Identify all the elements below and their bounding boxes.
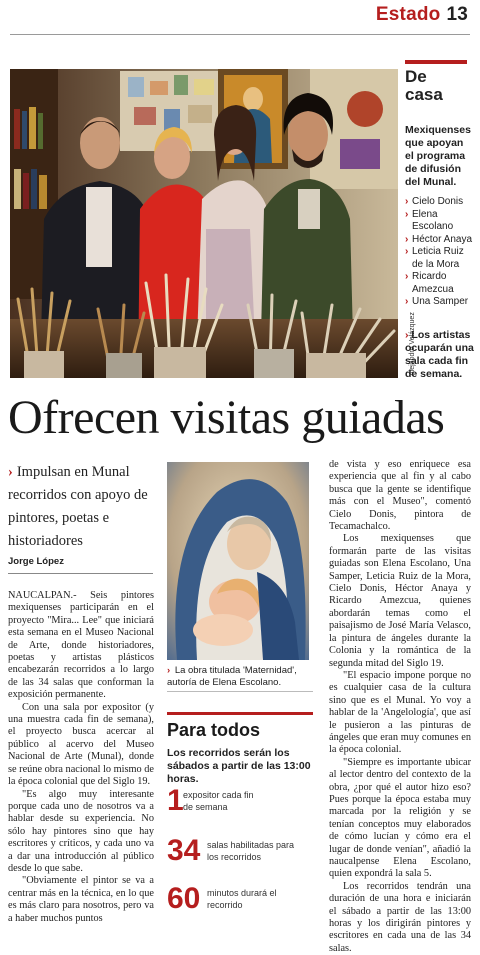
article-column-3	[329, 459, 471, 955]
stat-text: minutos durará el recorrido	[207, 888, 277, 910]
chevron-right-icon: ›	[8, 464, 13, 480]
sidebar-name: Elena Escolano	[412, 208, 454, 232]
section-header	[376, 4, 468, 26]
chevron-right-icon: ›	[405, 296, 409, 307]
photo-credit-text: Alejandro Velázquez	[409, 312, 416, 376]
chevron-right-icon: ›	[405, 196, 409, 207]
sidebar-note-text: Los artistas ocuparán una sala cada fin de semana.	[405, 329, 474, 380]
painting-caption	[167, 665, 313, 689]
caption-rule	[167, 691, 313, 692]
byline-rule	[8, 573, 153, 574]
stat-text: expositor cada fin de semana	[183, 790, 254, 812]
box-title: Para todos	[167, 720, 261, 740]
paragraph: NAUCALPAN.- Seis pintores mexiquenses participarán en el proyecto "Mira... Lee" que iniciará esta semana en el Museo Nacional de Arte, donde historiadores, poetas y artistas plásticos encabezarán recorridos a lo largo de las 34 salas que conforman la exposición permanente.	[8, 590, 154, 701]
box-accent-bar	[167, 712, 313, 715]
paragraph: de vista y eso enriquece esa experiencia que al fin y al cabo busca que la gente se identifique más con el Museo", comentó Cielo Donis, pintora de Tecamachalco.	[329, 459, 471, 533]
paragraph: "Siempre es importante ubicar al lector dentro del contexto de la obra, ¿por qué el autor hizo eso? Pues porque la época estaba muy marcada por la religión y se tenían conceptos muy elaborados de cómo lucían y cómo era el lugar de donde venían", añadió la naucalpense Elena Escolano, quien expondrá la sala 5.	[329, 756, 471, 880]
paragraph: Los mexiquenses que formarán parte de las visitas guiadas son Elena Escolano, Una Samper, Leticia Ruiz de la Mora, Cielo Donis, Héctor Anaya y Ricardo Amezcua, quienes abordarán temas como el paisajismo de José María Velasco, la pintura de ángeles durante la Colonia y la romántica de la segunda mitad del Siglo 19.	[329, 533, 471, 669]
stat-item	[167, 836, 317, 866]
subhead	[8, 461, 158, 553]
chevron-right-icon: ›	[405, 208, 409, 220]
list-item	[405, 196, 477, 209]
caption-text: La obra titulada 'Maternidad', autoría de Elena Escolano.	[167, 665, 297, 688]
headline: Ofrecen visitas guiadas	[8, 391, 445, 444]
group-photo	[10, 69, 398, 378]
paragraph: "El espacio impone porque no es cualquier casa de la cultura sino que es el Munal. Yo voy a hablar de la 'Angelología', que así le pusieron a las pinturas de ángeles que eran muy comunes en la época colonial.	[329, 669, 471, 756]
stat-item	[167, 786, 317, 816]
stat-text: salas habilitadas para los recorridos	[207, 840, 295, 862]
sidebar-name: Ricardo Amezcua	[412, 271, 454, 295]
sidebar-name: Leticia Ruiz de la Mora	[412, 246, 464, 270]
chevron-right-icon: ›	[405, 233, 409, 245]
list-item	[405, 246, 477, 271]
list-item	[405, 209, 477, 234]
paragraph: "Es algo muy interesante porque cada uno de nosotros va a hablar desde su experiencia. No sólo hay pintores sino que hay escritores y críticos, y cada uno va a dar una introducción al público desde lo que sabe.	[8, 788, 154, 874]
stat-number: 60	[167, 882, 201, 915]
chevron-right-icon: ›	[405, 329, 409, 341]
sidebar-description: Mexiquenses que apoyan el programa de difusión del Munal.	[405, 124, 471, 188]
painting-maternidad	[167, 462, 309, 660]
sidebar-name: Héctor Anaya	[412, 233, 473, 245]
chevron-right-icon: ›	[405, 246, 409, 257]
stat-item	[167, 884, 317, 914]
sidebar-accent-bar	[405, 60, 467, 64]
paragraph: "Obviamente el pintor se va a centrar más en la técnica, en lo que es más claro para nosotros, pero va a haber muchos puntos	[8, 875, 154, 924]
sidebar-name-list	[405, 196, 477, 309]
byline: Jorge López	[8, 556, 64, 567]
page-number: 13	[446, 4, 468, 25]
list-item	[405, 271, 477, 296]
box-description: Los recorridos serán los sábados a partir de las 13:00 horas.	[167, 747, 311, 785]
paragraph: Los recorridos tendrán una duración de una hora e iniciarán el sábado a partir de las 13:00 horas y los dirigirán pintores y escritores en cada una de las 34 salas.	[329, 880, 471, 954]
article-column-1	[8, 590, 154, 925]
subhead-text: Impulsan en Munal recorridos con apoyo de pintores, poetas e historiadores	[8, 464, 148, 549]
sidebar-name: Cielo Donis	[412, 196, 464, 207]
section-name: Estado	[375, 4, 441, 25]
stat-number: 1	[167, 784, 184, 817]
chevron-right-icon: ›	[405, 271, 409, 282]
list-item	[405, 296, 477, 309]
sidebar-note	[405, 329, 475, 381]
stat-number: 34	[167, 834, 201, 867]
chevron-right-icon: ›	[167, 665, 171, 676]
sidebar-name: Una Samper	[412, 296, 469, 307]
list-item	[405, 234, 477, 247]
paragraph: Con una sala por expositor (y una muestra cada fin de semana), el proyecto busca acercar al público al acervo del Museo Nacional de Arte (Munal), donde se reúne obra nacional lo mismo de la época colonial que del Siglo 19.	[8, 701, 154, 788]
header-rule	[10, 34, 470, 35]
sidebar-title: De casa	[405, 67, 443, 104]
